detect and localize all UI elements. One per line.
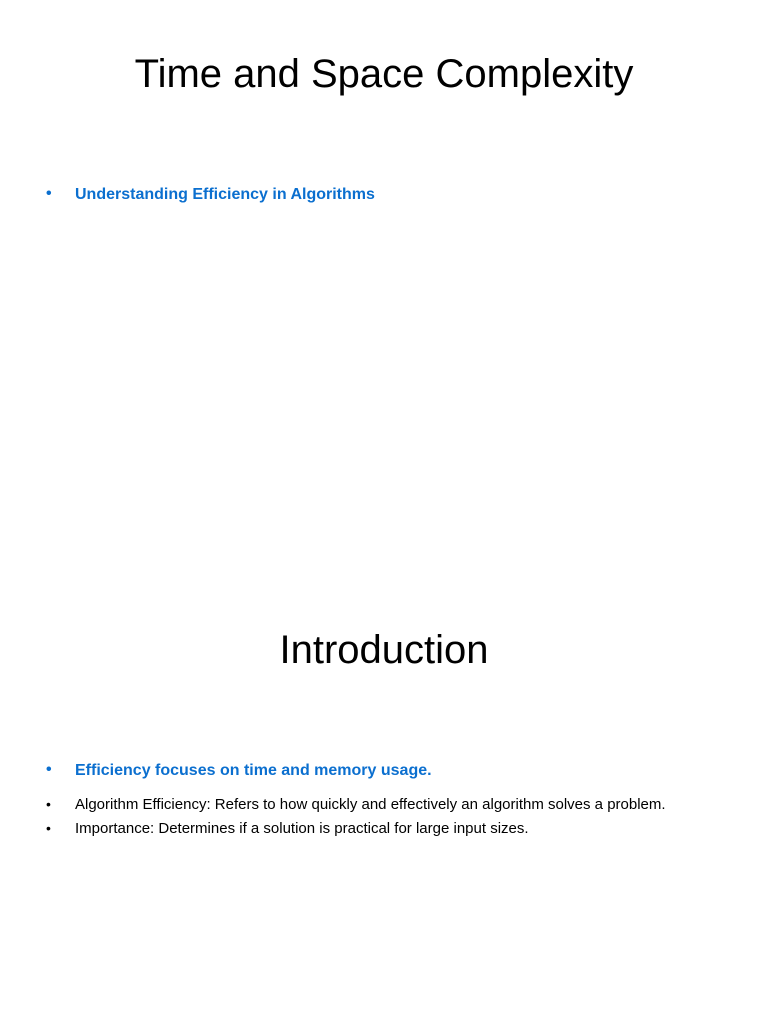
slide-title: Introduction — [279, 628, 489, 672]
bullet-dot-icon: • — [46, 796, 51, 812]
bullet-item — [46, 183, 748, 207]
bullet-item — [46, 793, 748, 817]
bullet-item — [46, 759, 748, 783]
slide-title-slide — [0, 0, 768, 480]
bullet-list — [46, 183, 748, 217]
bullet-text: Understanding Efficiency in Algorithms — [75, 186, 375, 203]
bullet-dot-icon: • — [46, 185, 52, 202]
bullet-text: Algorithm Efficiency: Refers to how quickly and effectively an algorithm solves a problem. — [75, 796, 666, 813]
bullet-dot-icon: • — [46, 761, 52, 778]
bullet-text: Efficiency focuses on time and memory usage. — [75, 762, 432, 779]
bullet-text: Importance: Determines if a solution is practical for large input sizes. — [75, 820, 529, 837]
bullet-item — [46, 817, 748, 841]
bullet-list — [46, 759, 748, 841]
bullet-dot-icon: • — [46, 820, 51, 836]
slide-introduction — [0, 576, 768, 1024]
slide-title: Time and Space Complexity — [134, 52, 634, 96]
